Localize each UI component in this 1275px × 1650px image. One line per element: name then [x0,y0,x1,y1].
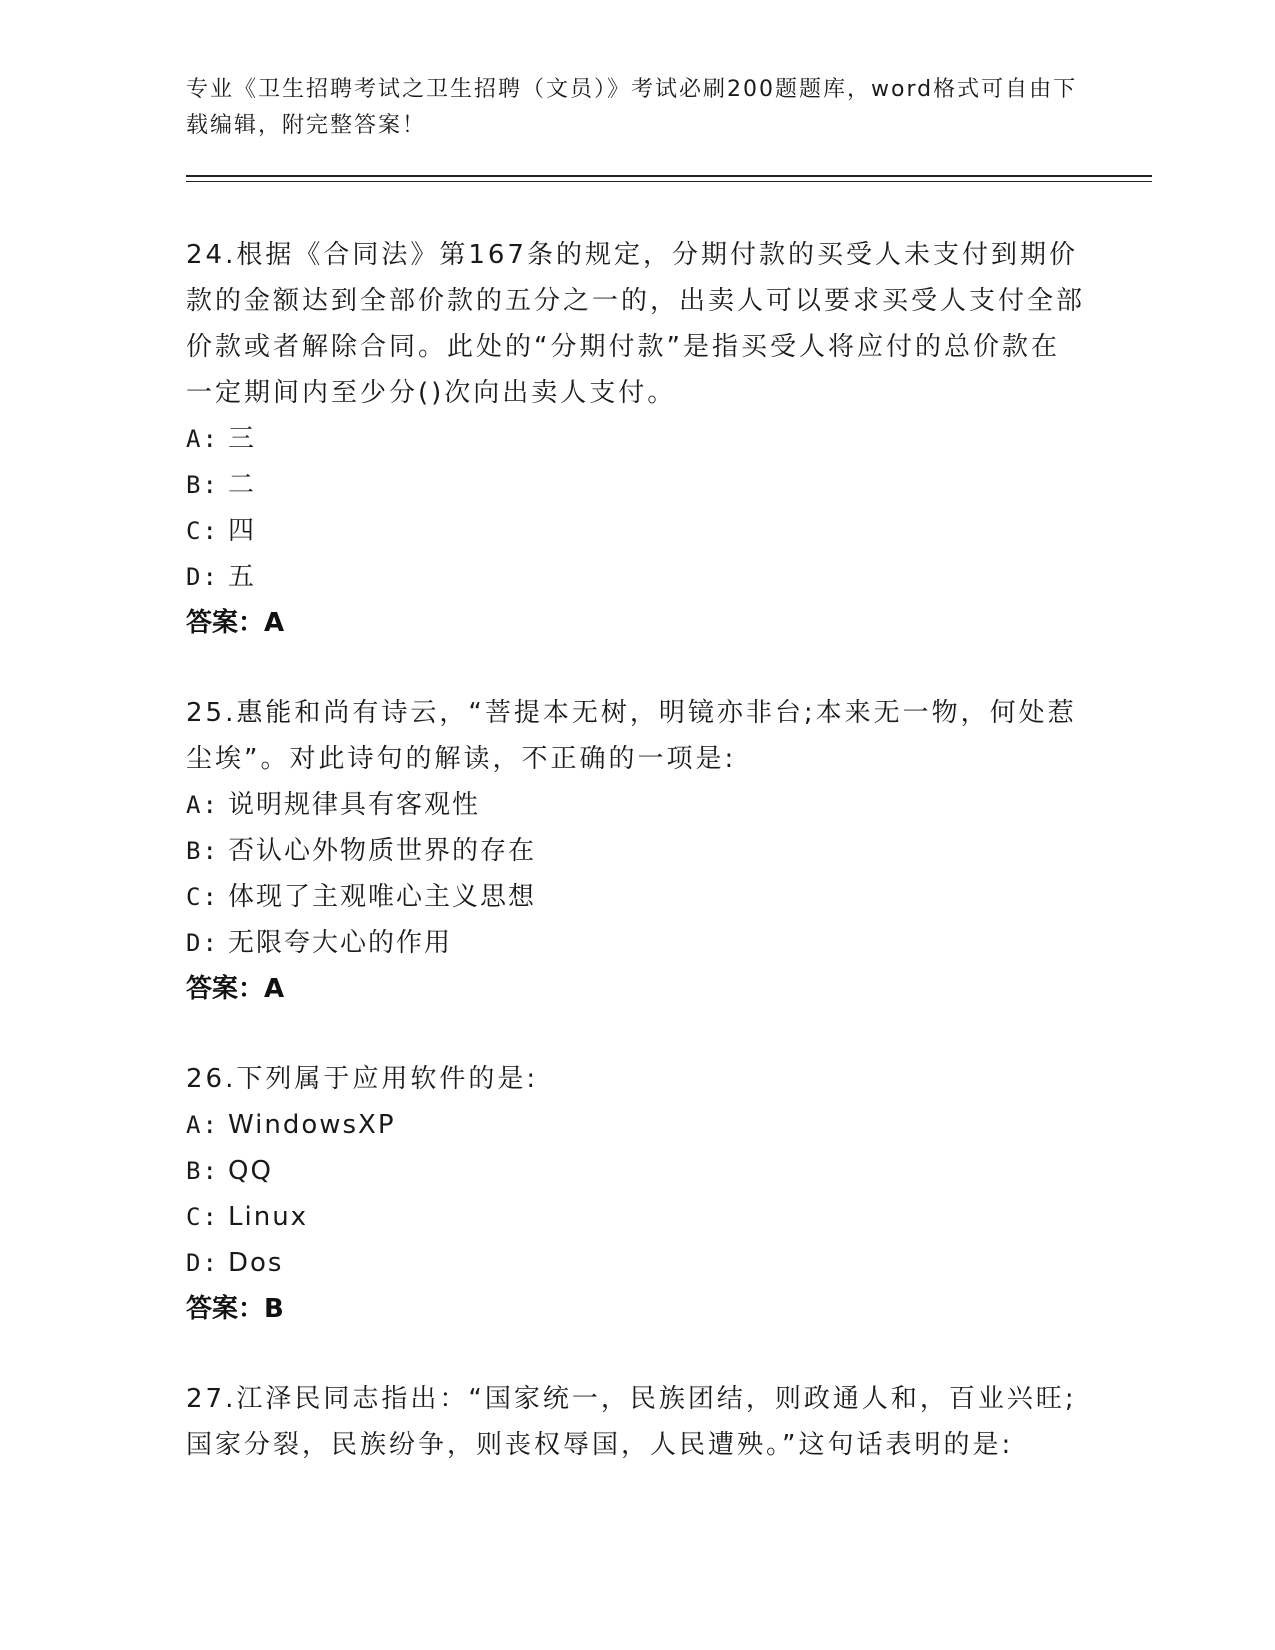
question-27 [186,1376,1086,1468]
option-letter: C: [186,517,219,545]
option-c [186,1194,1086,1240]
question-text: 24.根据《合同法》第167条的规定，分期付款的买受人未支付到期价款的金额达到全部价款的五分之一的，出卖人可以要求买受人支付全部价款或者解除合同。此处的“分期付款”是指买受人将应付的总价款在一定期间内至少分()次向出卖人支付。 [186,240,1086,408]
option-text: WindowsXP [228,1110,396,1140]
option-a [186,1102,1086,1148]
option-text: Linux [228,1202,309,1232]
option-d [186,554,1086,600]
question-list [186,232,1086,1512]
question-25 [186,690,1086,1012]
option-letter: B: [186,471,219,499]
option-text: 四 [228,516,257,546]
option-text: 无限夸大心的作用 [228,928,453,958]
option-text: QQ [228,1156,273,1186]
option-text: 否认心外物质世界的存在 [228,836,537,866]
option-letter: A: [186,425,219,453]
question-24 [186,232,1086,646]
option-c [186,874,1086,920]
answer-label: 答案：B [186,1294,284,1324]
option-a [186,782,1086,828]
question-text: 26.下列属于应用软件的是: [186,1064,539,1094]
option-letter: D: [186,1249,219,1277]
question-text: 25.惠能和尚有诗云，“菩提本无树，明镜亦非台;本来无一物，何处惹尘埃”。对此诗句的解读，不正确的一项是: [186,698,1077,774]
option-letter: A: [186,1111,219,1139]
option-b [186,828,1086,874]
option-b [186,462,1086,508]
option-text: Dos [228,1248,284,1278]
header-divider-thin [186,181,1152,182]
option-text: 二 [228,470,257,500]
option-letter: B: [186,1157,219,1185]
answer-label: 答案：A [186,608,285,638]
option-letter: A: [186,791,219,819]
answer-label: 答案：A [186,974,285,1004]
option-letter: D: [186,929,219,957]
question-26 [186,1056,1086,1332]
question-text: 27.江泽民同志指出：“国家统一，民族团结，则政通人和，百业兴旺;国家分裂，民族纷争，则丧权辱国，人民遭殃。”这句话表明的是: [186,1384,1077,1460]
option-text: 五 [228,562,257,592]
option-d [186,1240,1086,1286]
option-b [186,1148,1086,1194]
option-text: 体现了主观唯心主义思想 [228,882,537,912]
option-text: 三 [228,424,257,454]
header-divider-thick [186,175,1152,177]
option-d [186,920,1086,966]
option-a [186,416,1086,462]
option-letter: C: [186,1203,219,1231]
option-c [186,508,1086,554]
option-letter: C: [186,883,219,911]
option-letter: D: [186,563,219,591]
document-header: 专业《卫生招聘考试之卫生招聘（文员）》考试必刷200题题库，word格式可自由下载编辑，附完整答案！ [186,77,1078,138]
option-text: 说明规律具有客观性 [228,790,481,820]
option-letter: B: [186,837,219,865]
